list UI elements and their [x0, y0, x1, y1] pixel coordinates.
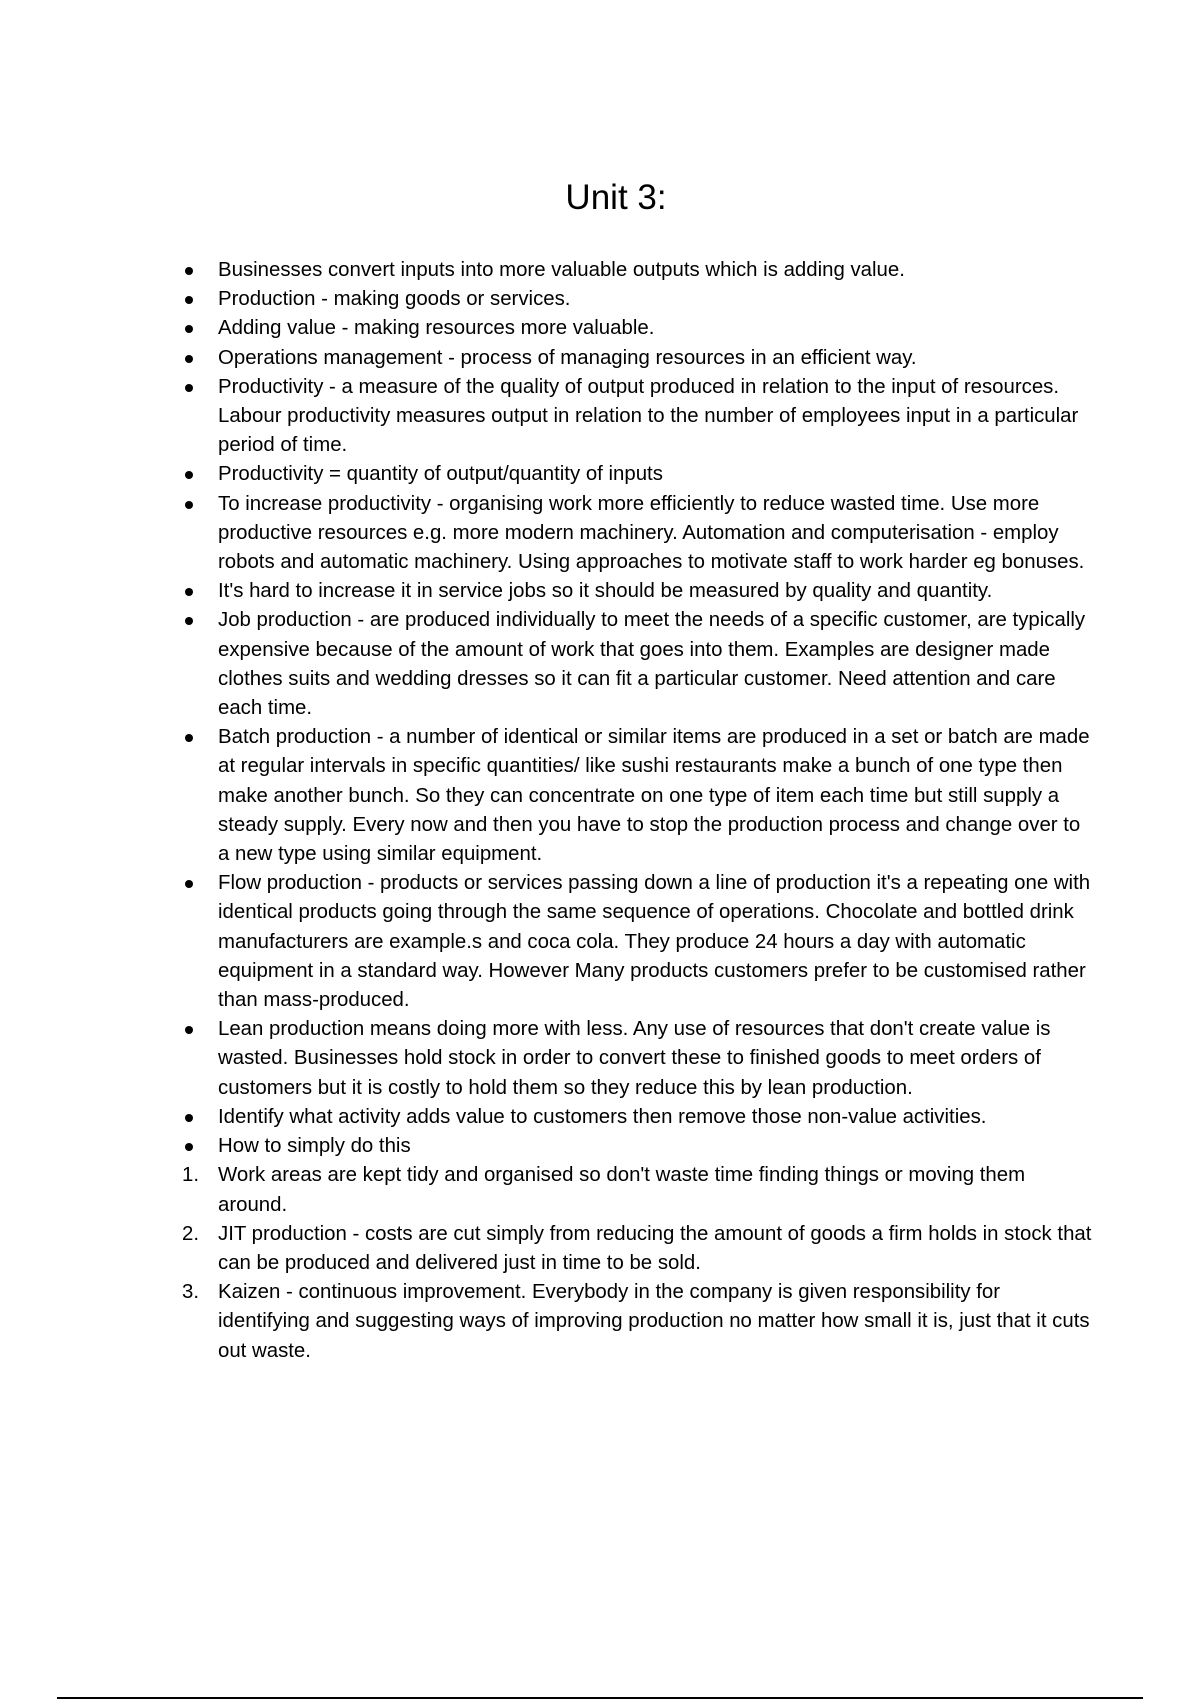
- notes-body: [182, 256, 1094, 1366]
- bullet-icon: [185, 617, 193, 625]
- bullet-icon: [185, 267, 193, 275]
- bullet-icon: [185, 1143, 193, 1151]
- bullet-icon: [185, 384, 193, 392]
- list-item-text: Businesses convert inputs into more valuable outputs which is adding value.: [218, 259, 905, 281]
- list-item-text: Operations management - process of managing resources in an efficient way.: [218, 346, 917, 369]
- list-item: [182, 490, 1094, 578]
- bullet-icon: [185, 880, 193, 888]
- bullet-icon: [185, 1026, 193, 1034]
- list-item: [182, 285, 1094, 314]
- list-item-text: Flow production - products or services passing down a line of production it's a repeating one with identical products going through the same sequence of operations. Chocolate and bottled drink manufacturers are example.s and coca cola. They produce 24 hours a day with automatic equipment in a standard way. However Many products customers prefer to be customised rather than mass-produced.: [218, 872, 1091, 1012]
- bullet-list: [182, 256, 1094, 1161]
- list-item: [182, 869, 1094, 1015]
- bullet-icon: [185, 325, 193, 333]
- numbered-item-text: Kaizen - continuous improvement. Everybody in the company is given responsibility for identifying and suggesting ways of improving production no matter how small it is, just that it cuts out waste.: [218, 1281, 1090, 1362]
- numbered-list: [182, 1161, 1094, 1365]
- list-item-text: Production - making goods or services.: [218, 288, 571, 311]
- numbered-item-text: JIT production - costs are cut simply from reducing the amount of goods a firm holds in stock that can be produced and delivered just in time to be sold.: [218, 1222, 1092, 1274]
- numbered-item-text: Work areas are kept tidy and organised so don't waste time finding things or moving them around.: [218, 1164, 1026, 1216]
- item-number: 3.: [182, 1281, 200, 1304]
- bullet-icon: [185, 1114, 193, 1122]
- list-item-text: Productivity = quantity of output/quantity of inputs: [218, 463, 663, 486]
- numbered-item: [182, 1220, 1094, 1278]
- bullet-icon: [185, 355, 193, 363]
- list-item-text: Batch production - a number of identical or similar items are produced in a set or batch are made at regular intervals in specific quantities/ like sushi restaurants make a bunch of one type then make another bunch. So they can concentrate on one type of item each time but still supply a steady supply. Every now and then you have to stop the production process and change over to a new type using similar equipment.: [218, 726, 1090, 866]
- list-item-text: It's hard to increase it in service jobs so it should be measured by quality and quantity.: [218, 580, 993, 603]
- list-item: [182, 256, 1094, 285]
- list-item: [182, 460, 1094, 489]
- bullet-icon: [185, 588, 193, 596]
- list-item: [182, 1015, 1094, 1103]
- page-title: Unit 3:: [565, 178, 667, 217]
- item-number: 2.: [182, 1222, 200, 1245]
- list-item: [182, 373, 1094, 461]
- list-item: [182, 606, 1094, 723]
- bullet-icon: [185, 734, 193, 742]
- list-item-text: Lean production means doing more with less. Any use of resources that don't create value is wasted. Businesses hold stock in order to convert these to finished goods to meet orders of customers but it is costly to hold them so they reduce this by lean production.: [218, 1018, 1051, 1099]
- numbered-item: [182, 1278, 1094, 1366]
- bullet-icon: [185, 501, 193, 509]
- numbered-item: [182, 1161, 1094, 1219]
- list-item: [182, 1132, 1094, 1161]
- item-number: 1.: [182, 1164, 200, 1187]
- list-item: [182, 723, 1094, 869]
- list-item: [182, 577, 1094, 606]
- bullet-icon: [185, 296, 193, 304]
- list-item-text: To increase productivity - organising work more efficiently to reduce wasted time. Use more productive resources e.g. more modern machinery. Automation and computerisation - employ robots and automatic machinery. Using approaches to motivate staff to work harder eg bonuses.: [218, 492, 1085, 574]
- list-item-text: How to simply do this: [218, 1135, 411, 1158]
- list-item: [182, 1103, 1094, 1132]
- bullet-icon: [185, 471, 193, 479]
- list-item-text: Job production - are produced individually to meet the needs of a specific customer, are typically expensive because of the amount of work that goes into them. Examples are designer made clothes suits and wedding dresses so it can fit a particular customer. Need attention and care each time.: [218, 609, 1086, 720]
- list-item-text: Productivity - a measure of the quality of output produced in relation to the input of resources. Labour productivity measures output in relation to the number of employees input in a particular period of time.: [218, 375, 1079, 457]
- list-item-text: Identify what activity adds value to customers then remove those non-value activities.: [218, 1105, 987, 1128]
- page-bottom-rule: [57, 1697, 1143, 1699]
- list-item: [182, 344, 1094, 373]
- list-item: [182, 314, 1094, 343]
- list-item-text: Adding value - making resources more valuable.: [218, 317, 655, 340]
